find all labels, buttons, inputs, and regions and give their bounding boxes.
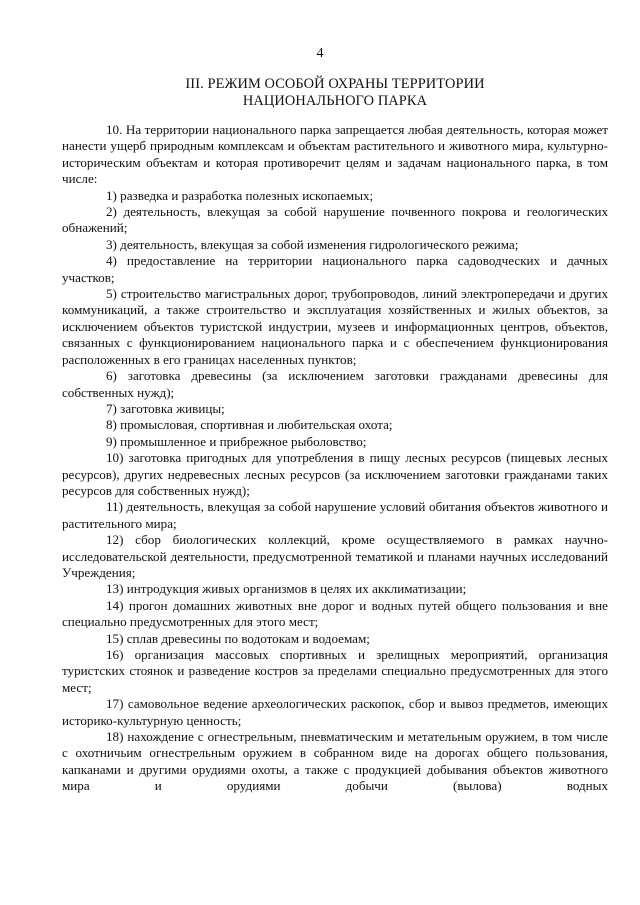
page-number: 4 <box>316 46 324 61</box>
list-item-6: 6) заготовка древесины (за исключением заготовки гражданами древесины для собственных нужд); <box>62 368 608 400</box>
list-item-13: 13) интродукция живых организмов в целях их акклиматизации; <box>106 581 467 597</box>
section-heading <box>62 76 608 110</box>
list-item-8: 8) промысловая, спортивная и любительская охота; <box>106 417 393 433</box>
paragraph-intro: 10. На территории национального парка запрещается любая деятельность, которая может нанести ущерб природным комплексам и объектам растительного и животного мира, культурно-историческим объектам и которая противоречит целям и задачам национального парка, в том числе: <box>62 122 608 187</box>
list-item-2: 2) деятельность, влекущая за собой нарушение почвенного покрова и геологических обнажений; <box>62 204 608 236</box>
list-item-12: 12) сбор биологических коллекций, кроме осуществляемого в рамках научно-исследовательской деятельности, предусмотренной тематикой и планами научных исследований Учреждения; <box>62 532 608 580</box>
list-item-10: 10) заготовка пригодных для употребления в пищу лесных ресурсов (пищевых лесных ресурсов), других недревесных лесных ресурсов (за исключением заготовки гражданами таких ресурсов для собственных нужд); <box>62 450 608 498</box>
list-item-4: 4) предоставление на территории национального парка садоводческих и дачных участков; <box>62 253 608 285</box>
list-item-3: 3) деятельность, влекущая за собой изменения гидрологического режима; <box>106 236 519 252</box>
section-heading-line-2: НАЦИОНАЛЬНОГО ПАРКА <box>242 93 428 109</box>
list-item-15: 15) сплав древесины по водотокам и водоемам; <box>106 630 370 646</box>
list-item-9: 9) промышленное и прибрежное рыболовство; <box>106 433 367 449</box>
list-item-17: 17) самовольное ведение археологических раскопок, сбор и вывоз предметов, имеющих историко-культурную ценность; <box>62 696 608 728</box>
section-heading-line-1: III. РЕЖИМ ОСОБОЙ ОХРАНЫ ТЕРРИТОРИИ <box>185 76 485 92</box>
list-item-14: 14) прогон домашних животных вне дорог и водных путей общего пользования и вне специально предусмотренных для этого мест; <box>62 597 608 630</box>
list-item-1: 1) разведка и разработка полезных ископаемых; <box>106 187 374 203</box>
list-item-11: 11) деятельность, влекущая за собой нарушение условий обитания объектов животного и растительного мира; <box>62 499 608 531</box>
list-item-5: 5) строительство магистральных дорог, трубопроводов, линий электропередачи и других коммуникаций, а также строительство и эксплуатация хозяйственных и жилых объектов, за исключением объектов туристской индустрии, музеев и информационных центров, объектов, связанных с функционированием национального парка и с обеспечением функционирования расположенных в его границах населенных пунктов; <box>62 286 608 367</box>
document-body <box>62 122 608 795</box>
list-item-16: 16) организация массовых спортивных и зрелищных мероприятий, организация туристских стоянок и разведение костров за пределами специально предусмотренных для этого мест; <box>62 647 608 695</box>
list-item-18: 18) нахождение с огнестрельным, пневматическим и метательным оружием, в том числе с охотничьим огнестрельным оружием в собранном виде на дорогах общего пользования, капканами и другими орудиями охоты, а также с продукцией добывания объектов животного мира и орудиями добычи (вылова) водных <box>62 729 608 794</box>
list-item-7: 7) заготовка живицы; <box>106 400 225 416</box>
